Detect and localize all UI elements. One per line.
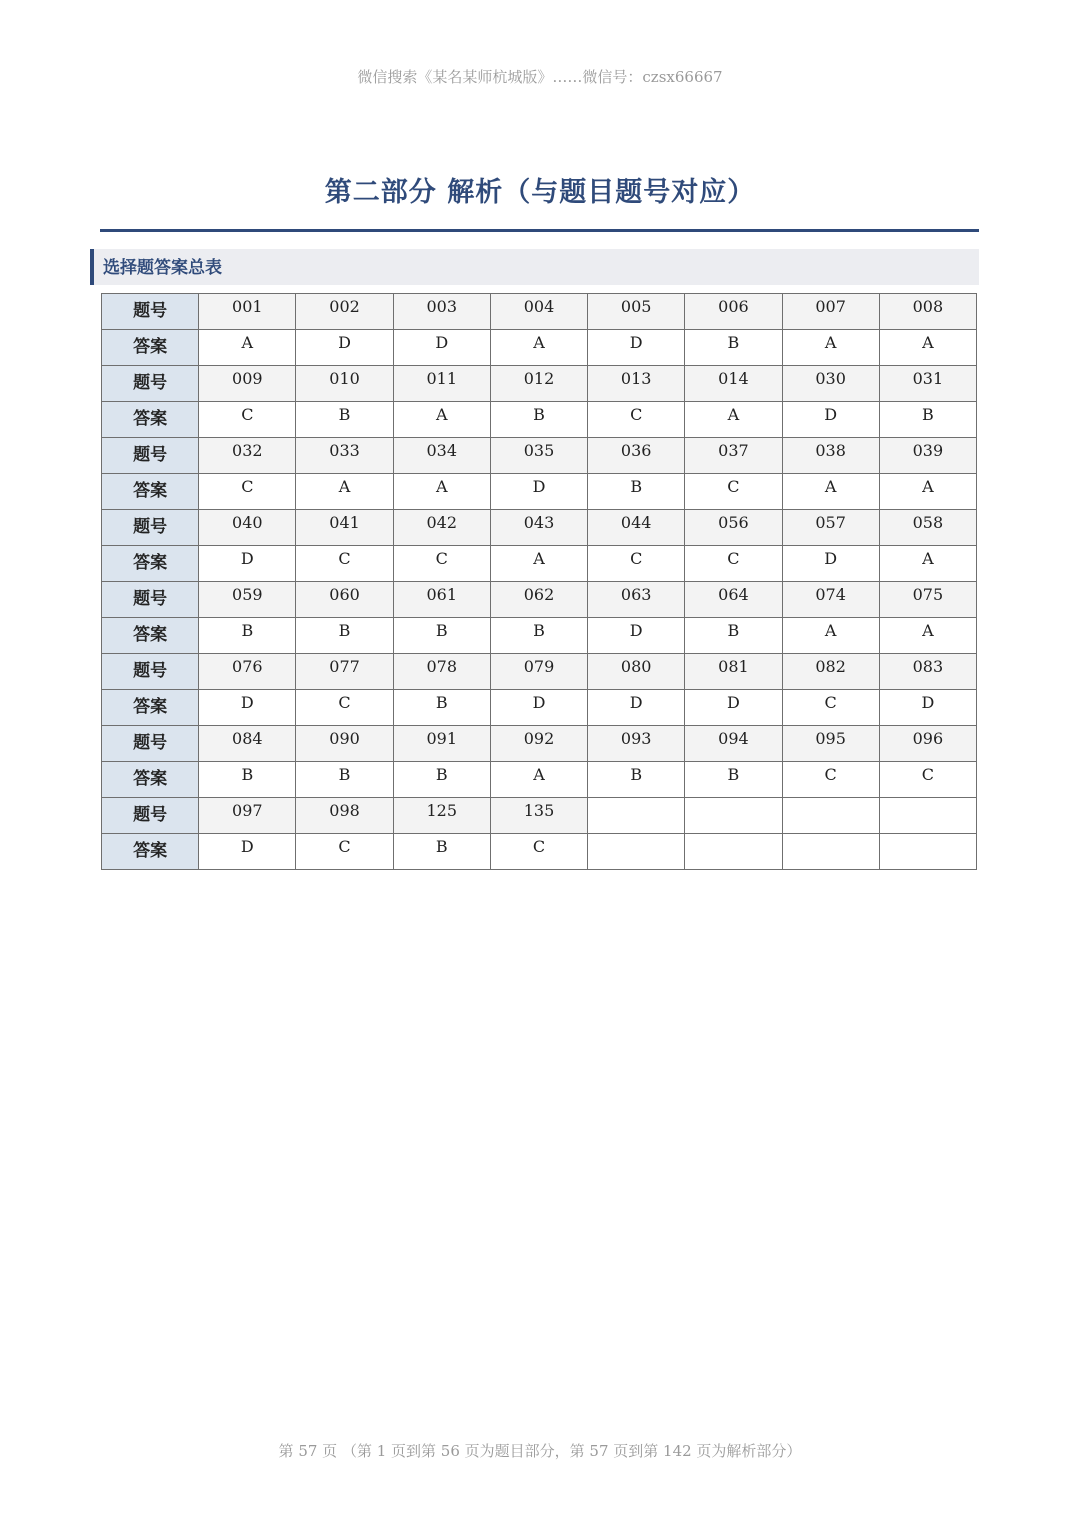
answer-label: 答案 [102, 546, 199, 582]
answer-cell: D [199, 690, 296, 726]
answer-cell: A [490, 546, 587, 582]
question-number-cell: 084 [199, 726, 296, 762]
question-number-cell: 007 [782, 294, 879, 330]
question-number-label: 题号 [102, 366, 199, 402]
answer-cell: C [296, 546, 393, 582]
answer-cell: A [782, 330, 879, 366]
answer-cell: C [782, 762, 879, 798]
answer-cell: A [490, 330, 587, 366]
answer-cell: A [879, 330, 976, 366]
answer-row [102, 474, 977, 510]
question-number-cell: 092 [490, 726, 587, 762]
answer-cell: B [685, 762, 782, 798]
answer-label: 答案 [102, 474, 199, 510]
question-number-cell: 091 [393, 726, 490, 762]
answer-cell: A [393, 474, 490, 510]
answer-label: 答案 [102, 690, 199, 726]
question-number-cell: 074 [782, 582, 879, 618]
answer-table-body [102, 294, 977, 870]
question-number-cell: 082 [782, 654, 879, 690]
answer-cell: B [393, 690, 490, 726]
answer-label: 答案 [102, 402, 199, 438]
answer-row [102, 546, 977, 582]
question-number-cell: 079 [490, 654, 587, 690]
question-number-cell: 014 [685, 366, 782, 402]
question-number-cell: 093 [588, 726, 685, 762]
answer-cell: D [782, 402, 879, 438]
section-title: 选择题答案总表 [103, 258, 222, 278]
answer-cell: B [296, 618, 393, 654]
answer-cell [685, 834, 782, 870]
question-number-cell: 039 [879, 438, 976, 474]
answer-label: 答案 [102, 618, 199, 654]
question-number-row [102, 582, 977, 618]
answer-cell: D [393, 330, 490, 366]
question-number-cell: 041 [296, 510, 393, 546]
question-number-cell: 003 [393, 294, 490, 330]
section-accent-bar [90, 249, 94, 285]
question-number-cell: 135 [490, 798, 587, 834]
answer-row [102, 834, 977, 870]
question-number-cell: 057 [782, 510, 879, 546]
answer-cell: D [588, 690, 685, 726]
answer-cell: A [296, 474, 393, 510]
answer-label: 答案 [102, 762, 199, 798]
answer-cell: D [199, 546, 296, 582]
answer-cell: D [588, 618, 685, 654]
question-number-cell: 009 [199, 366, 296, 402]
question-number-cell [588, 798, 685, 834]
question-number-label: 题号 [102, 438, 199, 474]
answer-cell: C [685, 474, 782, 510]
answer-cell [879, 834, 976, 870]
answer-label: 答案 [102, 330, 199, 366]
question-number-cell: 042 [393, 510, 490, 546]
answer-cell: C [879, 762, 976, 798]
question-number-cell: 125 [393, 798, 490, 834]
answer-cell: A [879, 618, 976, 654]
question-number-cell: 095 [782, 726, 879, 762]
answer-cell: D [490, 690, 587, 726]
answer-cell: B [199, 762, 296, 798]
question-number-cell: 081 [685, 654, 782, 690]
question-number-label: 题号 [102, 582, 199, 618]
question-number-cell: 038 [782, 438, 879, 474]
answer-cell: A [879, 546, 976, 582]
question-number-cell: 044 [588, 510, 685, 546]
question-number-label: 题号 [102, 654, 199, 690]
answer-cell: B [199, 618, 296, 654]
question-number-cell [879, 798, 976, 834]
question-number-cell: 033 [296, 438, 393, 474]
answer-cell: A [782, 618, 879, 654]
answer-cell: C [782, 690, 879, 726]
section-header [90, 249, 979, 285]
answer-cell [588, 834, 685, 870]
question-number-cell: 058 [879, 510, 976, 546]
question-number-cell: 030 [782, 366, 879, 402]
question-number-row [102, 366, 977, 402]
question-number-cell: 010 [296, 366, 393, 402]
question-number-row [102, 798, 977, 834]
page-title: 第二部分 解析（与题目题号对应） [324, 177, 756, 208]
title-divider [100, 229, 979, 232]
question-number-cell: 002 [296, 294, 393, 330]
answer-row [102, 690, 977, 726]
answer-cell: A [490, 762, 587, 798]
answer-cell: B [685, 618, 782, 654]
question-number-cell: 078 [393, 654, 490, 690]
answer-row [102, 762, 977, 798]
answer-cell: C [588, 546, 685, 582]
answer-cell: B [879, 402, 976, 438]
answer-cell: D [490, 474, 587, 510]
question-number-row [102, 438, 977, 474]
question-number-cell: 096 [879, 726, 976, 762]
answer-cell: D [879, 690, 976, 726]
question-number-cell: 076 [199, 654, 296, 690]
question-number-cell: 063 [588, 582, 685, 618]
question-number-cell: 098 [296, 798, 393, 834]
answer-cell: B [296, 402, 393, 438]
answer-cell: D [199, 834, 296, 870]
question-number-label: 题号 [102, 726, 199, 762]
answer-cell: B [393, 618, 490, 654]
answer-cell [782, 834, 879, 870]
question-number-cell: 005 [588, 294, 685, 330]
question-number-cell: 001 [199, 294, 296, 330]
answer-cell: A [782, 474, 879, 510]
question-number-cell: 011 [393, 366, 490, 402]
question-number-cell: 097 [199, 798, 296, 834]
answer-cell: D [782, 546, 879, 582]
page-footer: 第 57 页 （第 1 页到第 56 页为题目部分，第 57 页到第 142 页为解析部分） [278, 1442, 802, 1460]
question-number-cell: 083 [879, 654, 976, 690]
question-number-cell: 090 [296, 726, 393, 762]
question-number-cell: 094 [685, 726, 782, 762]
watermark-text: 微信搜索《某名某师杭城版》……微信号：czsx66667 [357, 68, 723, 86]
answer-cell: B [393, 834, 490, 870]
question-number-cell [685, 798, 782, 834]
question-number-cell: 031 [879, 366, 976, 402]
answer-cell: B [588, 474, 685, 510]
question-number-cell: 034 [393, 438, 490, 474]
question-number-cell: 062 [490, 582, 587, 618]
answer-cell: C [296, 834, 393, 870]
question-number-cell: 013 [588, 366, 685, 402]
answer-cell: A [879, 474, 976, 510]
answer-cell: B [685, 330, 782, 366]
answer-cell: C [199, 474, 296, 510]
question-number-label: 题号 [102, 510, 199, 546]
answer-cell: C [296, 690, 393, 726]
answer-cell: B [490, 618, 587, 654]
answer-cell: B [296, 762, 393, 798]
answer-label: 答案 [102, 834, 199, 870]
question-number-cell: 043 [490, 510, 587, 546]
question-number-row [102, 294, 977, 330]
answer-cell: B [588, 762, 685, 798]
answer-cell: C [199, 402, 296, 438]
question-number-cell: 059 [199, 582, 296, 618]
answer-row [102, 618, 977, 654]
answer-row [102, 330, 977, 366]
question-number-cell: 061 [393, 582, 490, 618]
answer-cell: D [588, 330, 685, 366]
answer-cell: C [393, 546, 490, 582]
answer-cell: C [490, 834, 587, 870]
question-number-label: 题号 [102, 798, 199, 834]
answer-table [101, 293, 977, 870]
question-number-cell [782, 798, 879, 834]
answer-cell: A [199, 330, 296, 366]
question-number-cell: 035 [490, 438, 587, 474]
question-number-cell: 040 [199, 510, 296, 546]
question-number-cell: 032 [199, 438, 296, 474]
question-number-cell: 080 [588, 654, 685, 690]
answer-cell: A [393, 402, 490, 438]
question-number-cell: 037 [685, 438, 782, 474]
question-number-cell: 036 [588, 438, 685, 474]
question-number-cell: 075 [879, 582, 976, 618]
question-number-row [102, 726, 977, 762]
question-number-cell: 008 [879, 294, 976, 330]
answer-cell: B [393, 762, 490, 798]
answer-cell: B [490, 402, 587, 438]
question-number-row [102, 510, 977, 546]
question-number-cell: 060 [296, 582, 393, 618]
answer-cell: C [588, 402, 685, 438]
question-number-cell: 077 [296, 654, 393, 690]
question-number-cell: 006 [685, 294, 782, 330]
answer-cell: D [685, 690, 782, 726]
answer-cell: A [685, 402, 782, 438]
question-number-row [102, 654, 977, 690]
answer-row [102, 402, 977, 438]
question-number-label: 题号 [102, 294, 199, 330]
answer-cell: D [296, 330, 393, 366]
question-number-cell: 056 [685, 510, 782, 546]
question-number-cell: 064 [685, 582, 782, 618]
answer-cell: C [685, 546, 782, 582]
question-number-cell: 012 [490, 366, 587, 402]
question-number-cell: 004 [490, 294, 587, 330]
